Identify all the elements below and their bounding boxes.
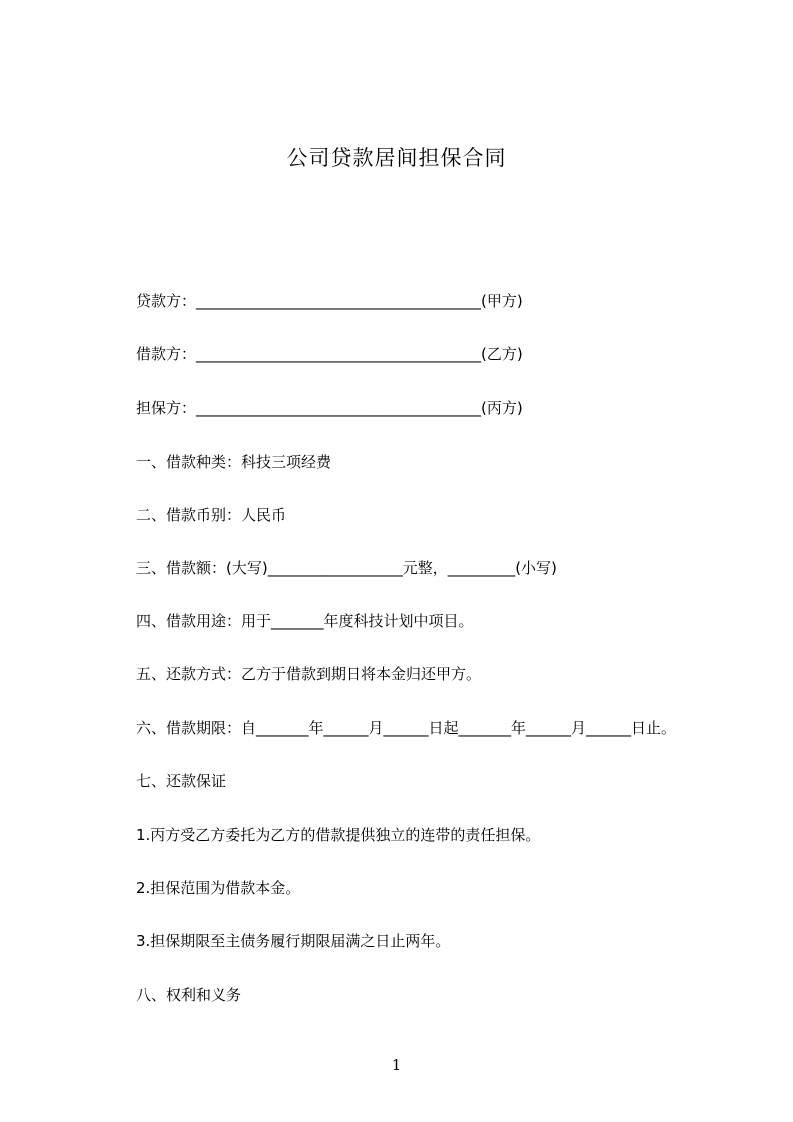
lender-line: 贷款方：______________________________________(甲方): [136, 292, 523, 310]
page-number: 1: [391, 1056, 402, 1074]
clause-loan-amount: 三、借款额：(大写)__________________元整，_________(小写): [136, 559, 557, 577]
clause-repayment-guarantee-heading: 七、还款保证: [136, 772, 227, 790]
clause-currency: 二、借款币别：人民币: [136, 506, 287, 524]
borrower-line: 借款方：______________________________________(乙方): [136, 345, 523, 363]
guarantee-item-2: 2.担保范围为借款本金。: [136, 879, 301, 897]
clause-repayment-method: 五、还款方式：乙方于借款到期日将本金归还甲方。: [136, 665, 482, 683]
guarantee-item-3: 3.担保期限至主债务履行期限届满之日止两年。: [136, 932, 451, 950]
document-title: 公司贷款居间担保合同: [286, 146, 507, 170]
guarantee-item-1: 1.丙方受乙方委托为乙方的借款提供独立的连带的责任担保。: [136, 826, 541, 844]
clause-rights-obligations-heading: 八、权利和义务: [136, 986, 242, 1004]
clause-loan-term: 六、借款期限：自_______年______月______日起_______年______月______日止。: [136, 719, 677, 737]
clause-loan-purpose: 四、借款用途：用于_______年度科技计划中项目。: [136, 612, 474, 630]
guarantor-line: 担保方：______________________________________(丙方): [136, 399, 523, 417]
clause-loan-type: 一、借款种类：科技三项经费: [136, 453, 332, 471]
